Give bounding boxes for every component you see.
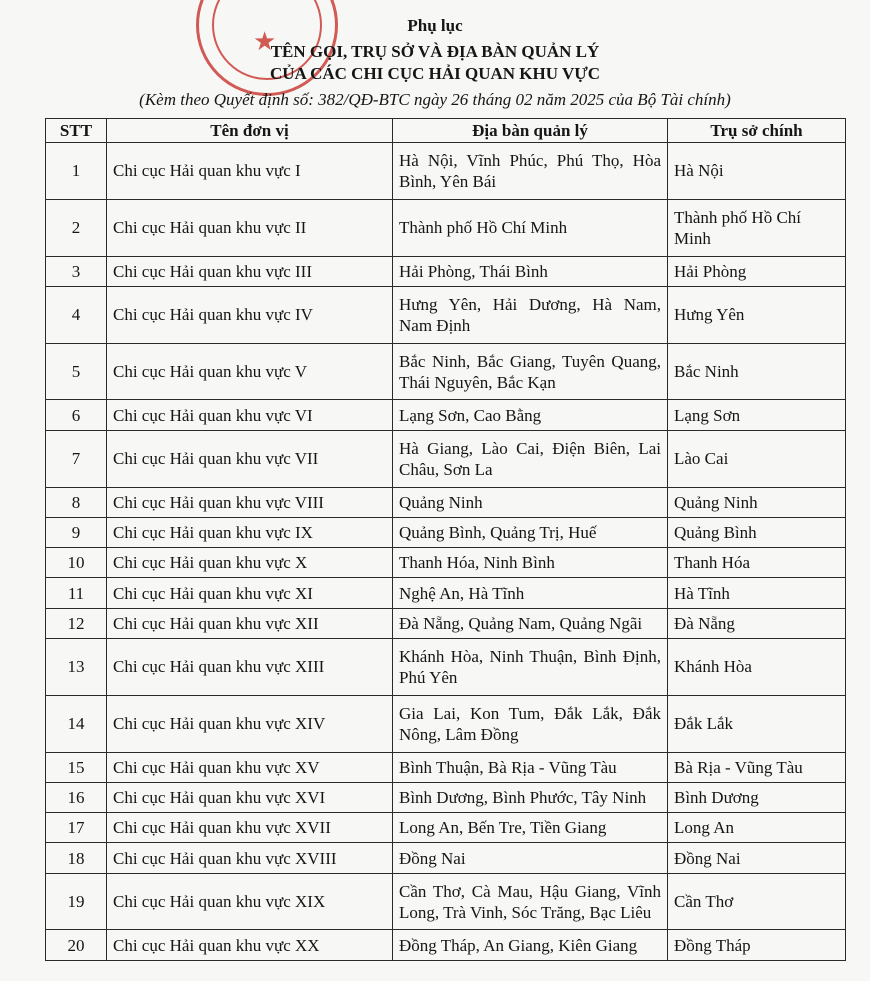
cell-headquarters: Quảng Bình — [668, 517, 846, 547]
table-row — [46, 608, 846, 638]
cell-headquarters: Đà Nẵng — [668, 608, 846, 638]
table-row — [46, 430, 846, 487]
cell-stt: 1 — [46, 143, 107, 200]
cell-stt: 6 — [46, 400, 107, 430]
decision-reference: (Kèm theo Quyết định số: 382/QĐ-BTC ngày 26 tháng 02 năm 2025 của Bộ Tài chính) — [139, 90, 731, 109]
cell-area: Thành phố Hồ Chí Minh — [393, 199, 668, 256]
cell-stt: 10 — [46, 548, 107, 578]
cell-area: Bình Thuận, Bà Rịa - Vũng Tàu — [393, 752, 668, 782]
cell-area: Đồng Nai — [393, 843, 668, 873]
cell-area: Thanh Hóa, Ninh Bình — [393, 548, 668, 578]
cell-headquarters: Bà Rịa - Vũng Tàu — [668, 752, 846, 782]
table-header-row — [46, 119, 846, 143]
cell-area: Quảng Ninh — [393, 487, 668, 517]
cell-stt: 19 — [46, 873, 107, 930]
cell-unit-name: Chi cục Hải quan khu vực XIV — [107, 695, 393, 752]
cell-stt: 2 — [46, 199, 107, 256]
cell-unit-name: Chi cục Hải quan khu vực XV — [107, 752, 393, 782]
cell-unit-name: Chi cục Hải quan khu vực I — [107, 143, 393, 200]
table-row — [46, 695, 846, 752]
title-line-2: CỦA CÁC CHI CỤC HẢI QUAN KHU VỰC — [269, 64, 601, 83]
cell-stt: 9 — [46, 517, 107, 547]
cell-unit-name: Chi cục Hải quan khu vực VII — [107, 430, 393, 487]
header-stt: STT — [46, 119, 107, 143]
table-row — [46, 256, 846, 286]
cell-headquarters: Đắk Lắk — [668, 695, 846, 752]
header-unit-name: Tên đơn vị — [107, 119, 393, 143]
cell-unit-name: Chi cục Hải quan khu vực V — [107, 343, 393, 400]
cell-headquarters: Bắc Ninh — [668, 343, 846, 400]
cell-unit-name: Chi cục Hải quan khu vực XI — [107, 578, 393, 608]
cell-headquarters: Bình Dương — [668, 782, 846, 812]
cell-stt: 12 — [46, 608, 107, 638]
table-row — [46, 343, 846, 400]
cell-area: Bắc Ninh, Bắc Giang, Tuyên Quang, Thái Nguyên, Bắc Kạn — [393, 343, 668, 400]
cell-area: Đồng Tháp, An Giang, Kiên Giang — [393, 930, 668, 961]
cell-unit-name: Chi cục Hải quan khu vực III — [107, 256, 393, 286]
table-row — [46, 199, 846, 256]
table-row — [46, 578, 846, 608]
cell-area: Bình Dương, Bình Phước, Tây Ninh — [393, 782, 668, 812]
cell-unit-name: Chi cục Hải quan khu vực II — [107, 199, 393, 256]
cell-area: Long An, Bến Tre, Tiền Giang — [393, 813, 668, 843]
header-area: Địa bàn quản lý — [393, 119, 668, 143]
cell-area: Hưng Yên, Hải Dương, Hà Nam, Nam Định — [393, 286, 668, 343]
cell-unit-name: Chi cục Hải quan khu vực XIII — [107, 638, 393, 695]
cell-stt: 11 — [46, 578, 107, 608]
cell-area: Quảng Bình, Quảng Trị, Huế — [393, 517, 668, 547]
cell-unit-name: Chi cục Hải quan khu vực XIX — [107, 873, 393, 930]
cell-area: Lạng Sơn, Cao Bằng — [393, 400, 668, 430]
cell-stt: 17 — [46, 813, 107, 843]
table-row — [46, 752, 846, 782]
cell-unit-name: Chi cục Hải quan khu vực XVII — [107, 813, 393, 843]
cell-headquarters: Đồng Nai — [668, 843, 846, 873]
cell-stt: 16 — [46, 782, 107, 812]
cell-stt: 14 — [46, 695, 107, 752]
cell-stt: 5 — [46, 343, 107, 400]
cell-area: Cần Thơ, Cà Mau, Hậu Giang, Vĩnh Long, Trà Vinh, Sóc Trăng, Bạc Liêu — [393, 873, 668, 930]
cell-stt: 4 — [46, 286, 107, 343]
cell-unit-name: Chi cục Hải quan khu vực IX — [107, 517, 393, 547]
cell-unit-name: Chi cục Hải quan khu vực XX — [107, 930, 393, 961]
cell-area: Hải Phòng, Thái Bình — [393, 256, 668, 286]
cell-unit-name: Chi cục Hải quan khu vực X — [107, 548, 393, 578]
table-row — [46, 400, 846, 430]
cell-unit-name: Chi cục Hải quan khu vực XVIII — [107, 843, 393, 873]
table-row — [46, 548, 846, 578]
cell-unit-name: Chi cục Hải quan khu vực XVI — [107, 782, 393, 812]
cell-stt: 18 — [46, 843, 107, 873]
table-row — [46, 638, 846, 695]
cell-stt: 13 — [46, 638, 107, 695]
cell-stt: 8 — [46, 487, 107, 517]
cell-stt: 3 — [46, 256, 107, 286]
cell-unit-name: Chi cục Hải quan khu vực VI — [107, 400, 393, 430]
customs-branch-table — [45, 118, 846, 961]
table-row — [46, 873, 846, 930]
star-icon: ★ — [253, 27, 277, 56]
title-line-1: TÊN GỌI, TRỤ SỞ VÀ ĐỊA BÀN QUẢN LÝ — [270, 42, 600, 61]
cell-headquarters: Cần Thơ — [668, 873, 846, 930]
cell-headquarters: Quảng Ninh — [668, 487, 846, 517]
cell-area: Gia Lai, Kon Tum, Đắk Lắk, Đắk Nông, Lâm Đồng — [393, 695, 668, 752]
cell-unit-name: Chi cục Hải quan khu vực IV — [107, 286, 393, 343]
cell-area: Khánh Hòa, Ninh Thuận, Bình Định, Phú Yên — [393, 638, 668, 695]
table-row — [46, 286, 846, 343]
cell-stt: 15 — [46, 752, 107, 782]
table-row — [46, 517, 846, 547]
cell-headquarters: Lào Cai — [668, 430, 846, 487]
table-row — [46, 487, 846, 517]
table-row — [46, 143, 846, 200]
cell-stt: 20 — [46, 930, 107, 961]
cell-headquarters: Lạng Sơn — [668, 400, 846, 430]
cell-area: Đà Nẵng, Quảng Nam, Quảng Ngãi — [393, 608, 668, 638]
cell-headquarters: Hưng Yên — [668, 286, 846, 343]
cell-headquarters: Hà Tĩnh — [668, 578, 846, 608]
table-row — [46, 930, 846, 961]
cell-headquarters: Thanh Hóa — [668, 548, 846, 578]
appendix-label: Phụ lục — [407, 16, 463, 35]
table-row — [46, 843, 846, 873]
cell-stt: 7 — [46, 430, 107, 487]
cell-area: Hà Giang, Lào Cai, Điện Biên, Lai Châu, Sơn La — [393, 430, 668, 487]
table-row — [46, 813, 846, 843]
cell-headquarters: Hải Phòng — [668, 256, 846, 286]
table-body — [46, 143, 846, 961]
cell-headquarters: Long An — [668, 813, 846, 843]
cell-headquarters: Đồng Tháp — [668, 930, 846, 961]
cell-area: Hà Nội, Vĩnh Phúc, Phú Thọ, Hòa Bình, Yên Bái — [393, 143, 668, 200]
table-row — [46, 782, 846, 812]
cell-headquarters: Thành phố Hồ Chí Minh — [668, 199, 846, 256]
cell-headquarters: Khánh Hòa — [668, 638, 846, 695]
cell-area: Nghệ An, Hà Tĩnh — [393, 578, 668, 608]
cell-headquarters: Hà Nội — [668, 143, 846, 200]
header-headquarters: Trụ sở chính — [668, 119, 846, 143]
cell-unit-name: Chi cục Hải quan khu vực XII — [107, 608, 393, 638]
cell-unit-name: Chi cục Hải quan khu vực VIII — [107, 487, 393, 517]
